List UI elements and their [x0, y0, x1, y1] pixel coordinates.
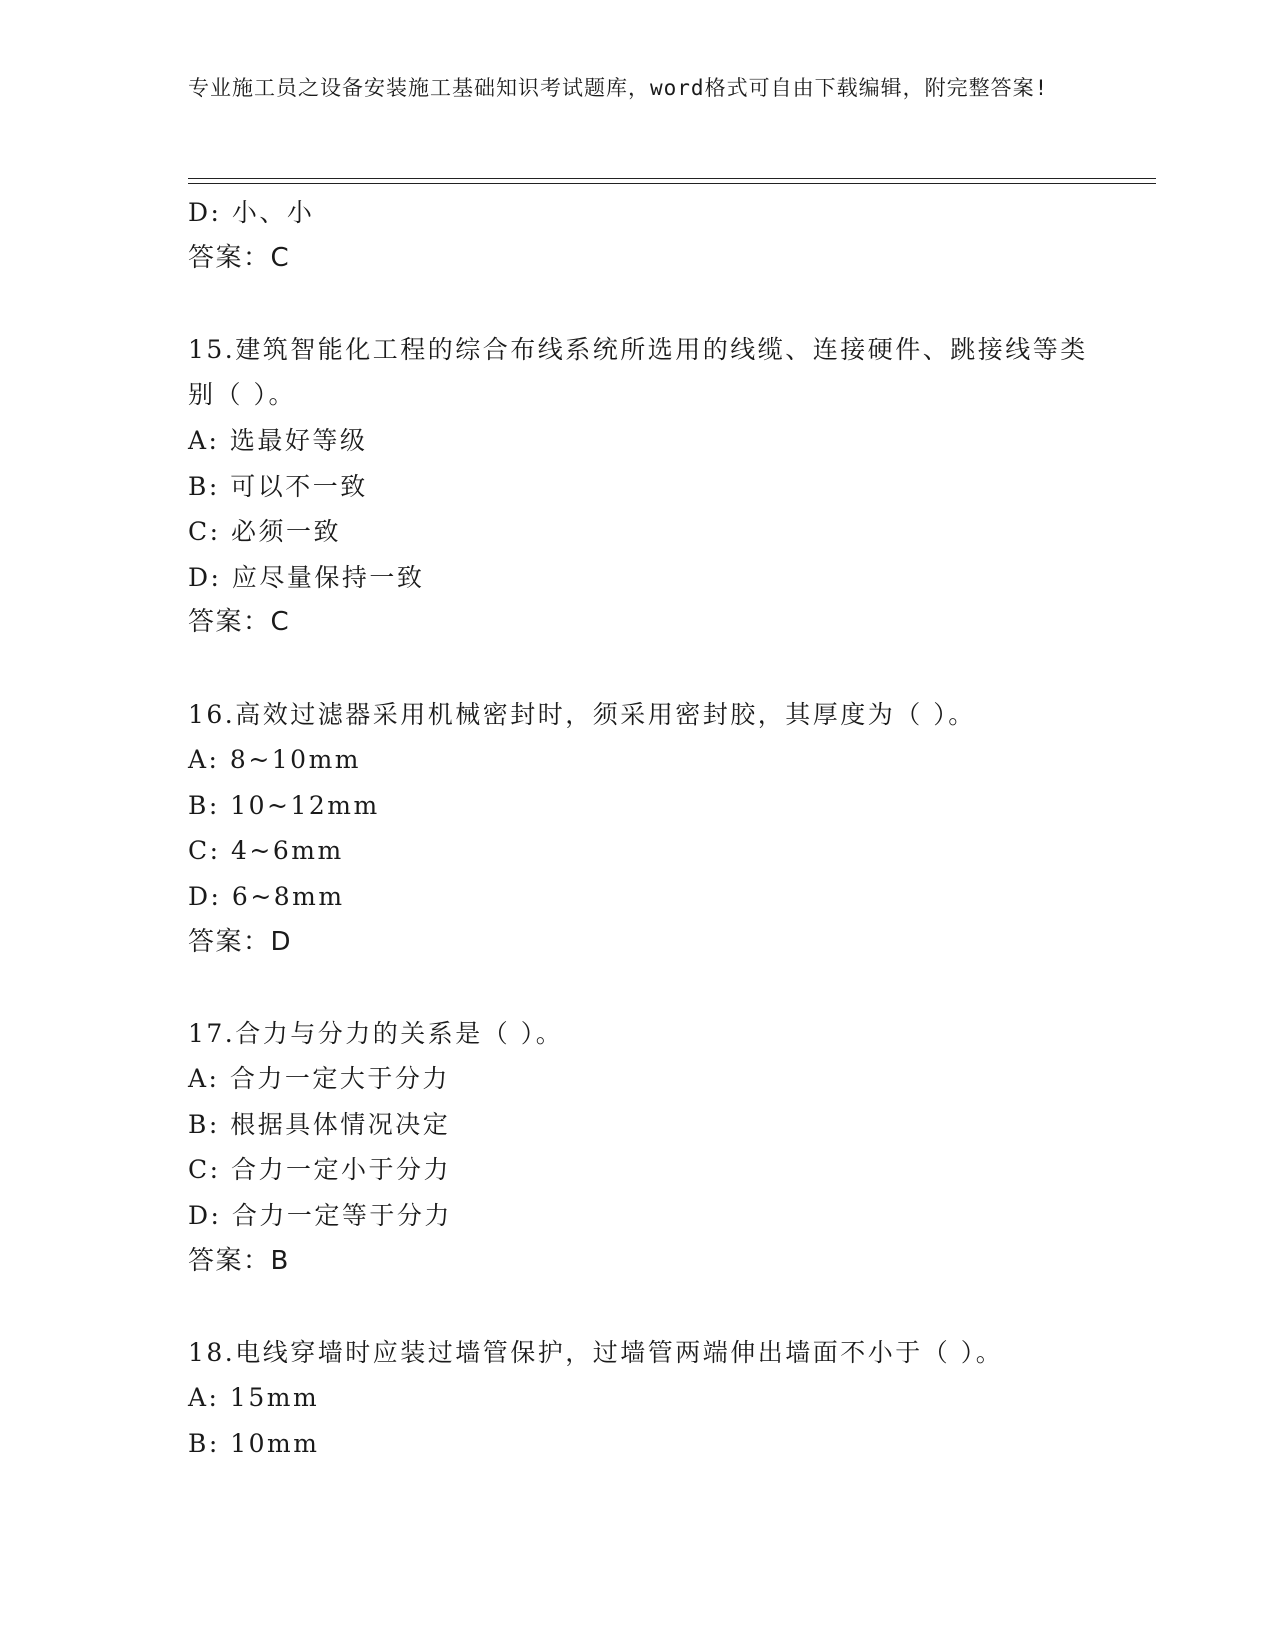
answer-line: 答案：B — [188, 1245, 290, 1276]
document-header: 专业施工员之设备安装施工基础知识考试题库，word格式可自由下载编辑，附完整答案! — [188, 76, 1049, 100]
option-a: A: 15mm — [188, 1383, 320, 1413]
option-a: A: 合力一定大于分力 — [188, 1064, 450, 1094]
question-stem: 15.建筑智能化工程的综合布线系统所选用的线缆、连接硬件、跳接线等类别（ ）。 — [188, 334, 1088, 410]
question-15 — [188, 327, 1108, 646]
option-a: A: 8~10mm — [188, 745, 362, 775]
option-d: D: 小、小 — [188, 198, 315, 227]
question-18 — [188, 1330, 1108, 1467]
option-c: C: 合力一定小于分力 — [188, 1155, 451, 1185]
header-divider-top — [188, 178, 1156, 179]
question-stem: 16.高效过滤器采用机械密封时，须采用密封胶，其厚度为（ ）。 — [188, 699, 976, 729]
answer-line: 答案：D — [188, 926, 293, 957]
question-16 — [188, 692, 1108, 966]
question-content — [188, 190, 1108, 1467]
answer-line: 答案：C — [188, 242, 291, 273]
option-c: C: 4~6mm — [188, 836, 344, 866]
option-d: D: 应尽量保持一致 — [188, 562, 425, 592]
option-a: A: 选最好等级 — [188, 425, 368, 455]
option-b: B: 10mm — [188, 1429, 320, 1459]
option-d: D: 合力一定等于分力 — [188, 1201, 452, 1231]
option-d: D: 6~8mm — [188, 881, 345, 911]
option-b: B: 10~12mm — [188, 790, 380, 820]
option-b: B: 可以不一致 — [188, 471, 368, 501]
answer-line: 答案：C — [188, 607, 291, 638]
question-stem: 17.合力与分力的关系是（ ）。 — [188, 1018, 564, 1048]
question-stem: 18.电线穿墙时应装过墙管保护，过墙管两端伸出墙面不小于（ ）。 — [188, 1337, 1004, 1367]
option-b: B: 根据具体情况决定 — [188, 1109, 451, 1139]
question-17 — [188, 1011, 1108, 1285]
option-c: C: 必须一致 — [188, 517, 341, 547]
header-divider-bottom — [188, 183, 1156, 184]
